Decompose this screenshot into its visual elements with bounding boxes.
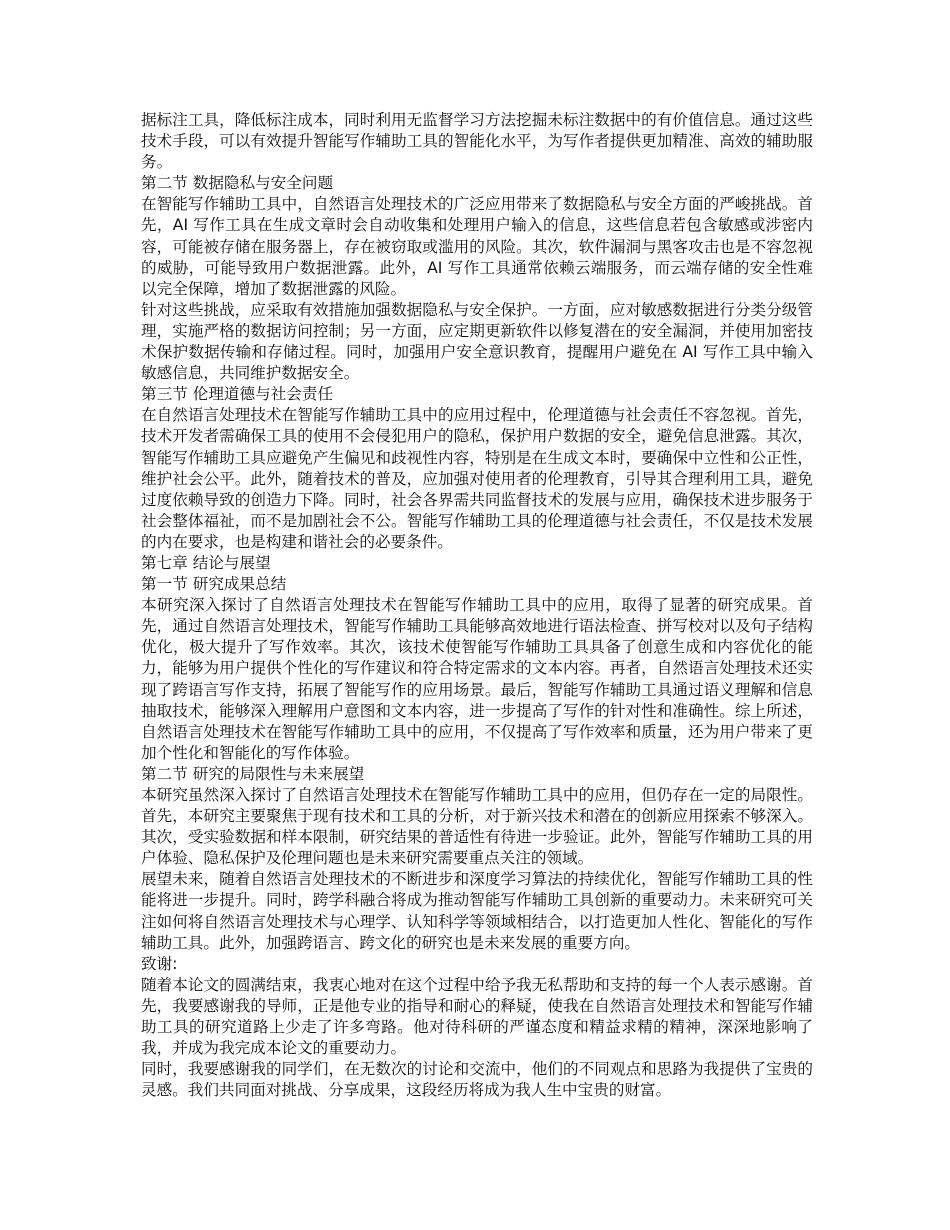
chapter-heading-conclusion: 第七章 结论与展望 xyxy=(141,553,271,572)
section-heading-data-privacy: 第二节 数据隐私与安全问题 xyxy=(141,174,334,193)
document-page xyxy=(141,110,813,1101)
paragraph-privacy-challenges: 在智能写作辅助工具中，自然语言处理技术的广泛应用带来了数据隐私与安全方面的严峻挑战。首先，AI 写作工具在生成文章时会自动收集和处理用户输入的信息，这些信息若包含敏感或涉密内容，可能被存储在服务器上，存在被窃取或滥用的风险。其次，软件漏洞与黑客攻击也是不容忽视的威胁，可能导致用户数据泄露。此外，AI 写作工具通常依赖云端服务，而云端存储的安全性难以完全保障，增加了数据泄露的风险。 xyxy=(141,195,813,298)
paragraph-privacy-measures: 针对这些挑战，应采取有效措施加强数据隐私与安全保护。一方面，应对敏感数据进行分类分级管理，实施严格的数据访问控制；另一方面，应定期更新软件以修复潜在的安全漏洞，并使用加密技术保护数据传输和存储过程。同时，加强用户安全意识教育，提醒用户避免在 AI 写作工具中输入敏感信息，共同维护数据安全。 xyxy=(141,300,813,383)
section-heading-results-summary: 第一节 研究成果总结 xyxy=(141,575,287,594)
paragraph-ethics-responsibility: 在自然语言处理技术在智能写作辅助工具中的应用过程中，伦理道德与社会责任不容忽视。首先，技术开发者需确保工具的使用不会侵犯用户的隐私，保护用户数据的安全，避免信息泄露。其次，智能写作辅助工具应避免产生偏见和歧视性内容，特别是在生成文本时，要确保中立性和公正性，维护社会公平。此外，随着技术的普及，应加强对使用者的伦理教育，引导其合理利用工具，避免过度依赖导致的创造力下降。同时，社会各界需共同监督技术的发展与应用，确保技术进步服务于社会整体福祉，而不是加剧社会不公。智能写作辅助工具的伦理道德与社会责任，不仅是技术发展的内在要求，也是构建和谐社会的必要条件。 xyxy=(141,406,813,551)
paragraph-future-outlook: 展望未来，随着自然语言处理技术的不断进步和深度学习算法的持续优化，智能写作辅助工具的性能将进一步提升。同时，跨学科融合将成为推动智能写作辅助工具创新的重要动力。未来研究可关注如何将自然语言处理技术与心理学、认知科学等领域相结合，以打造更加人性化、智能化的写作辅助工具。此外，加强跨语言、跨文化的研究也是未来发展的重要方向。 xyxy=(141,870,813,952)
acknowledgements-heading: 致谢: xyxy=(141,954,178,973)
paragraph-annotation-tools-continued: 据标注工具，降低标注成本，同时利用无监督学习方法挖掘未标注数据中的有价值信息。通过这些技术手段，可以有效提升智能写作辅助工具的智能化水平，为写作者提供更加精准、高效的辅助服务。 xyxy=(141,111,813,172)
paragraph-results-summary: 本研究深入探讨了自然语言处理技术在智能写作辅助工具中的应用，取得了显著的研究成果。首先，通过自然语言处理技术，智能写作辅助工具能够高效地进行语法检查、拼写校对以及句子结构优化，极大提升了写作效率。其次，该技术使智能写作辅助工具具备了创意生成和内容优化的能力，能够为用户提供个性化的写作建议和符合特定需求的文本内容。再者，自然语言处理技术还实现了跨语言写作支持，拓展了智能写作的应用场景。最后，智能写作辅助工具通过语义理解和信息抽取技术，能够深入理解用户意图和文本内容，进一步提高了写作的针对性和准确性。综上所述，自然语言处理技术在智能写作辅助工具中的应用，不仅提高了写作效率和质量，还为用户带来了更加个性化和智能化的写作体验。 xyxy=(141,596,813,762)
paragraph-thanks-classmates: 同时，我要感谢我的同学们，在无数次的讨论和交流中，他们的不同观点和思路为我提供了宝贵的灵感。我们共同面对挑战、分享成果，这段经历将成为我人生中宝贵的财富。 xyxy=(141,1060,813,1100)
paragraph-thanks-advisor: 随着本论文的圆满结束，我衷心地对在这个过程中给予我无私帮助和支持的每一个人表示感谢。首先，我要感谢我的导师，正是他专业的指导和耐心的释疑，使我在自然语言处理技术和智能写作辅助工具的研究道路上少走了许多弯路。他对待科研的严谨态度和精益求精的精神，深深地影响了我，并成为我完成本论文的重要动力。 xyxy=(141,975,813,1058)
section-heading-ethics: 第三节 伦理道德与社会责任 xyxy=(141,385,334,404)
section-heading-limitations: 第二节 研究的局限性与未来展望 xyxy=(141,764,365,783)
paragraph-limitations: 本研究虽然深入探讨了自然语言处理技术在智能写作辅助工具中的应用，但仍存在一定的局限性。首先，本研究主要聚焦于现有技术和工具的分析，对于新兴技术和潜在的创新应用探索不够深入。其次，受实验数据和样本限制，研究结果的普适性有待进一步验证。此外，智能写作辅助工具的用户体验、隐私保护及伦理问题也是未来研究需要重点关注的领域。 xyxy=(141,786,813,868)
